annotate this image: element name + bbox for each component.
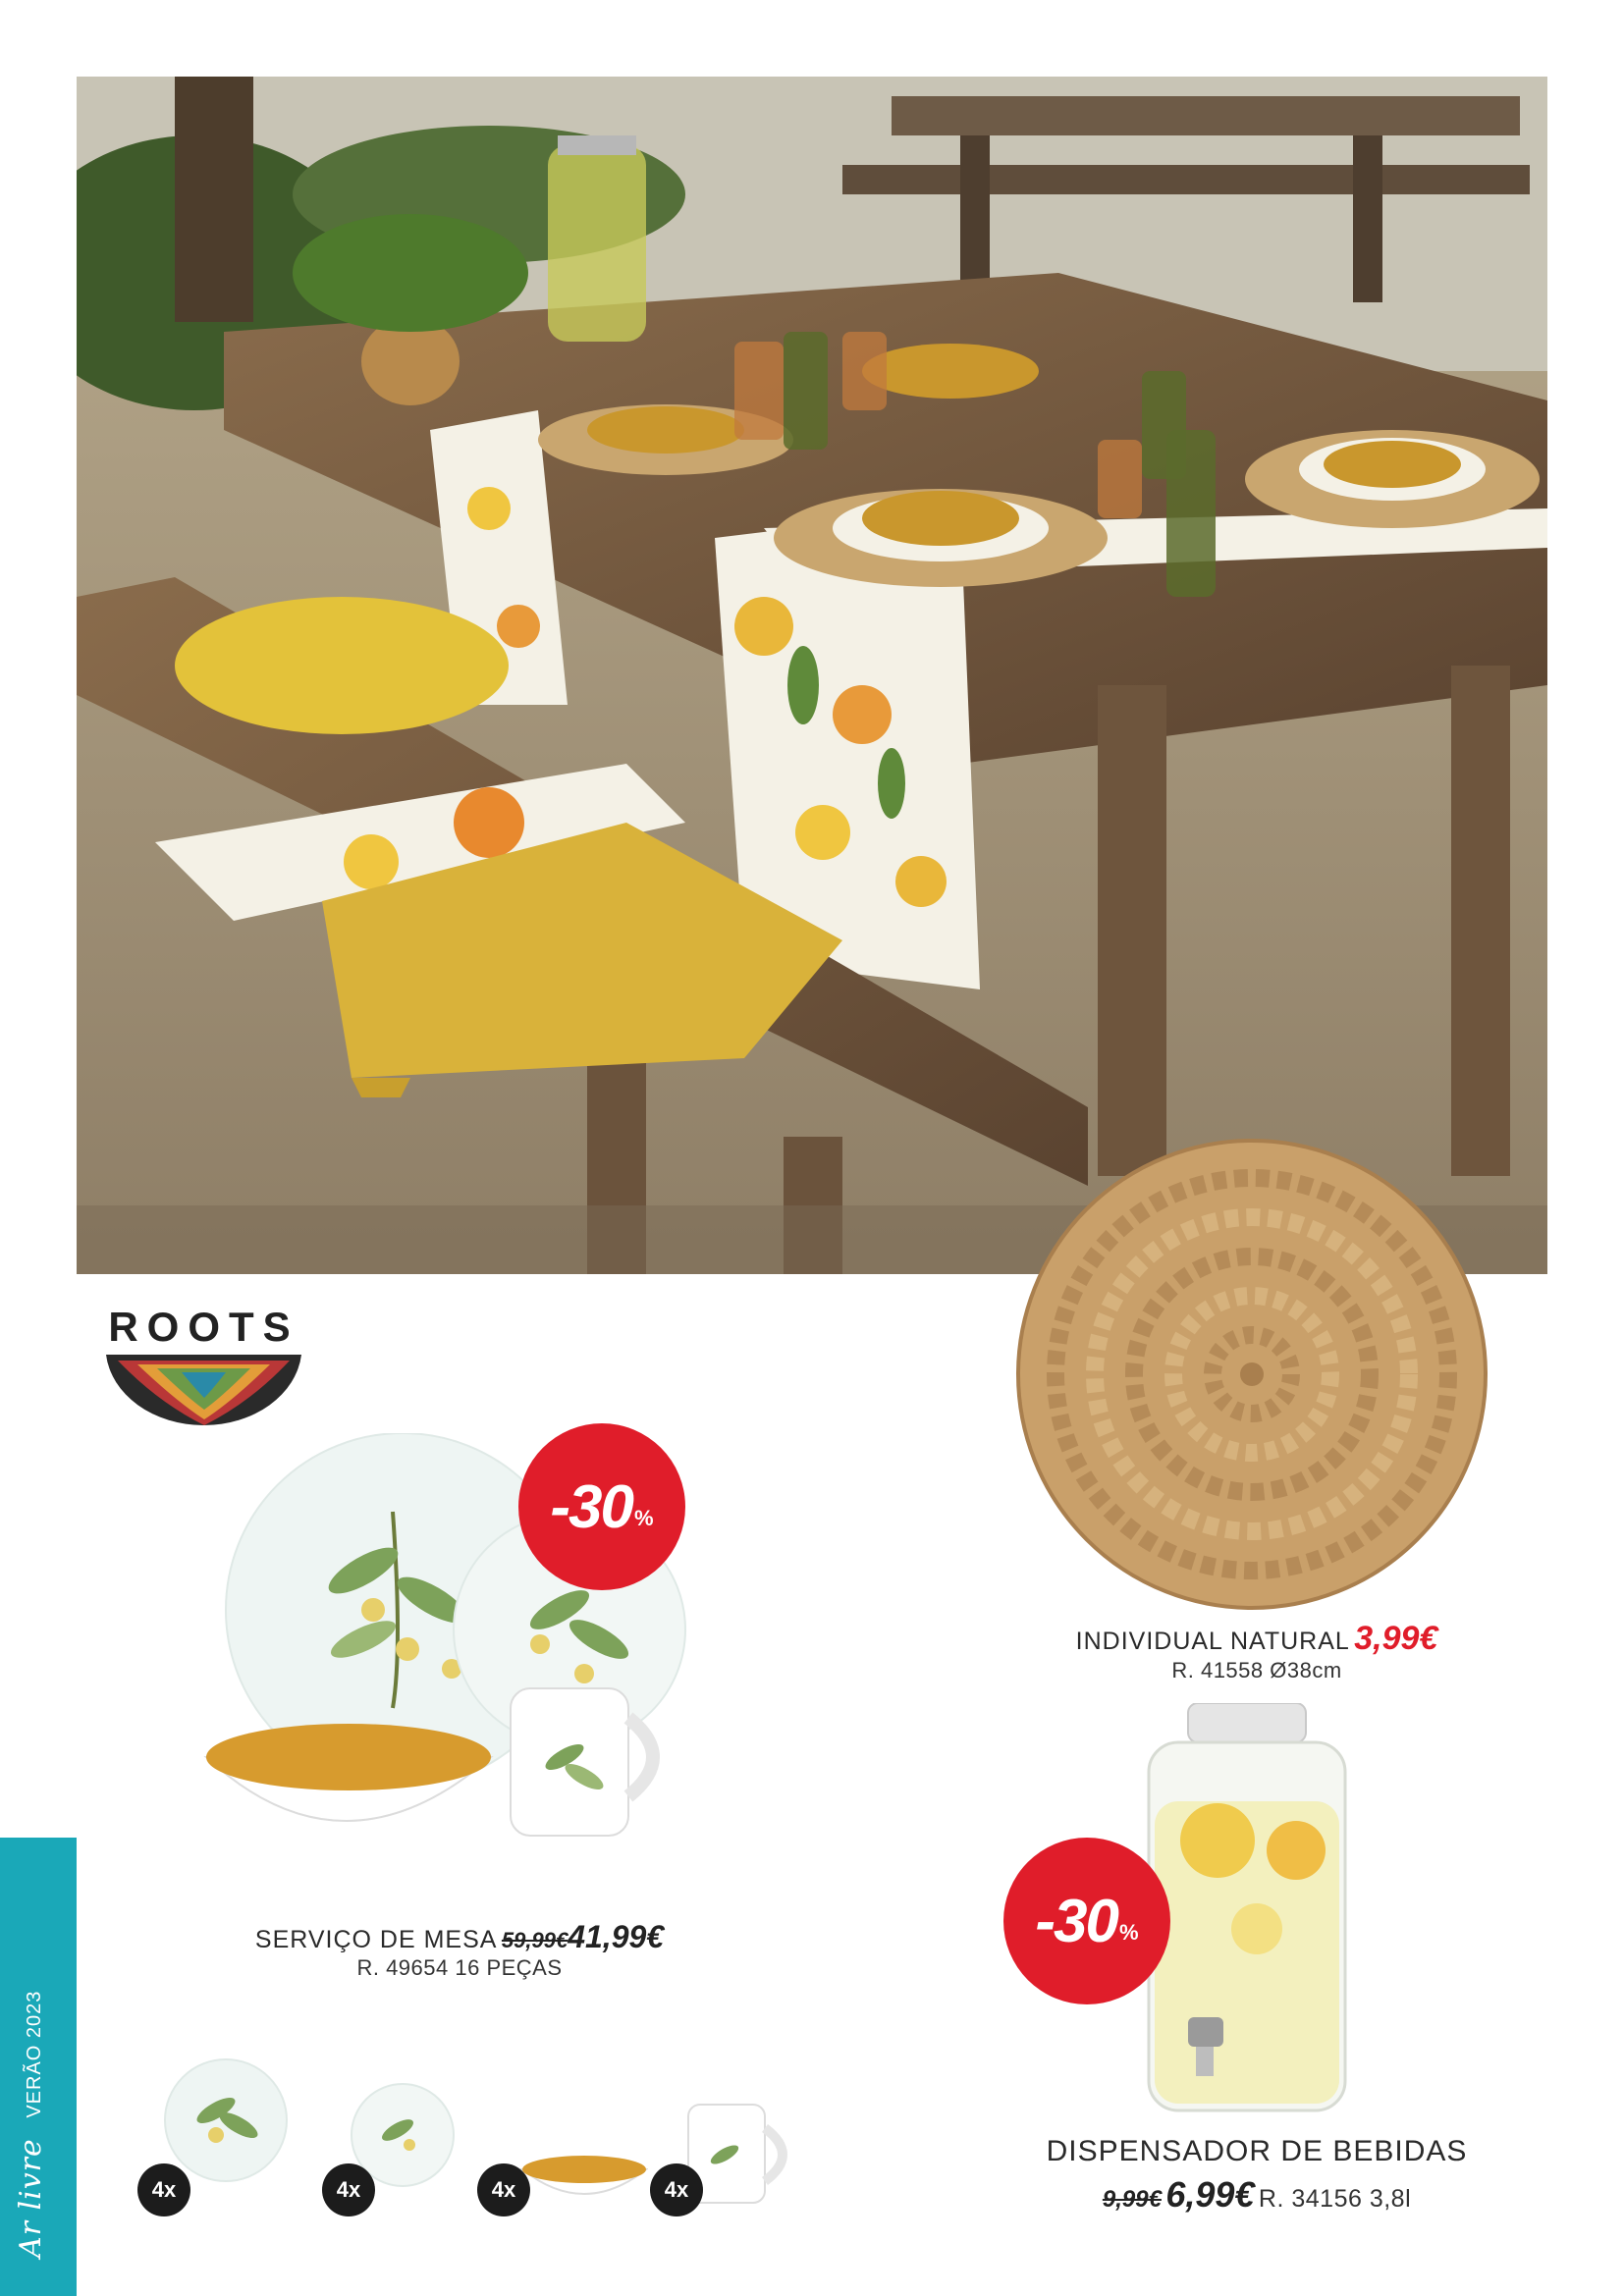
product-name: DISPENSADOR DE BEBIDAS bbox=[1046, 2135, 1468, 2167]
price: 41,99€ bbox=[568, 1919, 665, 1954]
discount-unit: % bbox=[634, 1506, 654, 1530]
discount-badge-dispenser bbox=[1003, 1838, 1170, 2004]
product-ref: R. 34156 3,8l bbox=[1258, 2185, 1412, 2213]
ar-livre-logo: Ar livre bbox=[14, 2138, 48, 2258]
side-strip-text bbox=[14, 1991, 48, 2258]
product-caption-placemat bbox=[992, 1620, 1522, 1683]
discount-value: -30 bbox=[550, 1472, 633, 1541]
price: 3,99€ bbox=[1354, 1620, 1438, 1657]
count-badge: 4x bbox=[137, 2163, 190, 2216]
product-ref: R. 49654 16 PEÇAS bbox=[356, 1955, 563, 1980]
product-ref: R. 41558 Ø38cm bbox=[1171, 1658, 1342, 1682]
discount-badge-dinnerware bbox=[518, 1423, 685, 1590]
count-badge: 4x bbox=[322, 2163, 375, 2216]
product-caption-dinnerware bbox=[234, 1919, 685, 1981]
brand-name: ROOTS bbox=[108, 1304, 299, 1350]
hero-photo bbox=[77, 77, 1547, 1274]
old-price: 9,99€ bbox=[1102, 2186, 1162, 2213]
brand-logo bbox=[98, 1304, 309, 1431]
old-price: 59,99€ bbox=[501, 1928, 568, 1952]
roots-emblem-icon bbox=[98, 1304, 309, 1431]
drinks-dispenser-image bbox=[1139, 1703, 1355, 2115]
season-label: VERÃO 2023 bbox=[24, 1990, 45, 2118]
product-caption-dispenser bbox=[992, 2135, 1522, 2216]
discount-value: -30 bbox=[1035, 1887, 1118, 1955]
set-piece-dinner-plate bbox=[162, 2056, 290, 2184]
natural-placemat-image bbox=[1011, 1139, 1492, 1610]
product-name: INDIVIDUAL NATURAL bbox=[1075, 1628, 1350, 1655]
discount-unit: % bbox=[1119, 1920, 1139, 1945]
count-badge: 4x bbox=[650, 2163, 703, 2216]
product-name: SERVIÇO DE MESA bbox=[254, 1926, 498, 1953]
set-piece-bowl bbox=[520, 2150, 648, 2209]
price: 6,99€ bbox=[1165, 2174, 1255, 2215]
count-badge: 4x bbox=[477, 2163, 530, 2216]
